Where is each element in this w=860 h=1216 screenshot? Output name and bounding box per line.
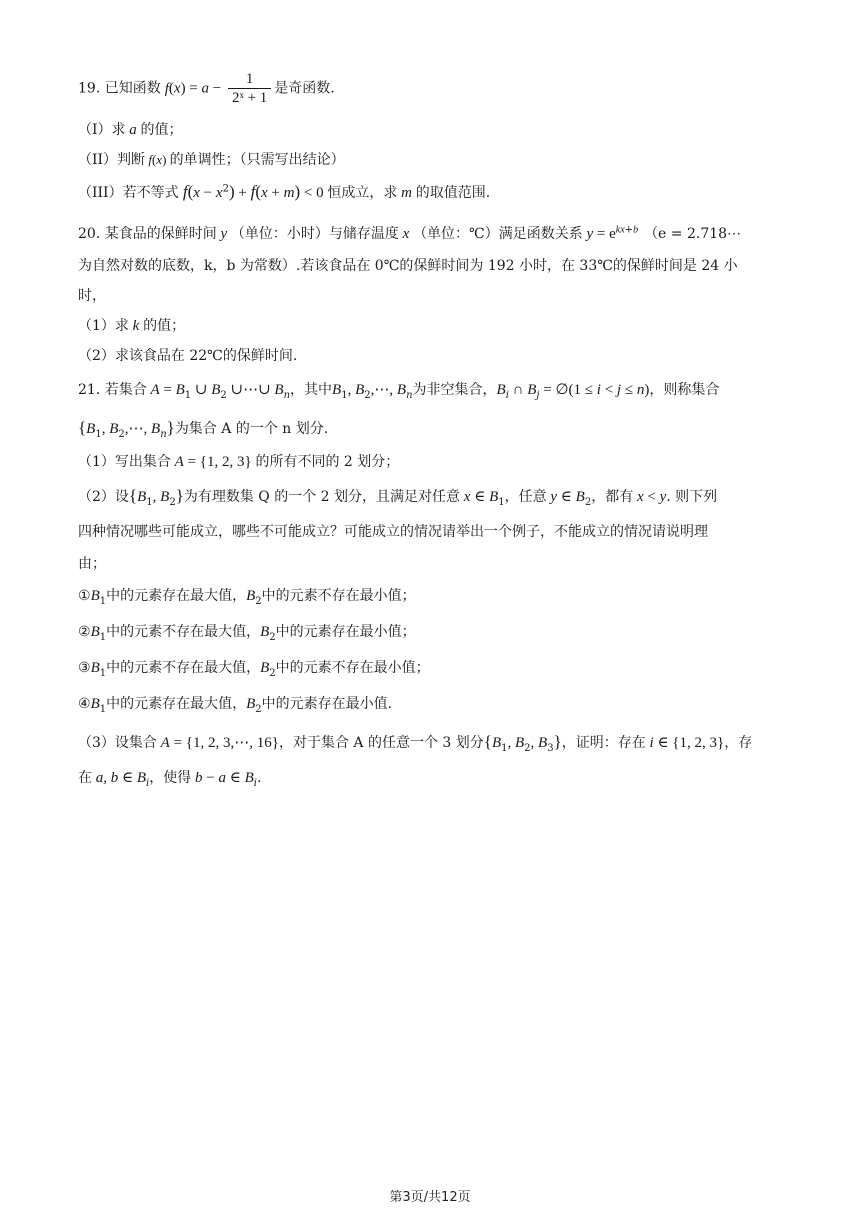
q21-case3: $③B_1$中的元素不存在最大值，$B_2$中的元素不存在最小值； xyxy=(78,660,430,679)
q19-part1: （I）求 a 的值； xyxy=(78,122,183,138)
q19-part3: （III）若不等式 $f(x - x^2) + f(x + m) < 0$ 恒成立，求 m 的取值范围. xyxy=(78,182,491,201)
q20-part2: （2）求该食品在 22℃的保鲜时间. xyxy=(78,348,298,364)
q19-part2: （II）判断 f(x) 的单调性；（只需写出结论） xyxy=(78,152,345,168)
q19-statement: 19. 已知函数 f(x) = a − $\frac{1}{\text{2ˣ + 1}}$ 是奇函数. xyxy=(78,71,335,106)
q20-line3: 时， xyxy=(78,288,106,304)
q21-case4: $④B_1$中的元素存在最大值，$B_2$中的元素存在最小值. xyxy=(78,696,393,715)
q21-part1: （1）写出集合 A = {1, 2, 3} 的所有不同的 2 划分； xyxy=(78,454,400,470)
q20-line1: 20. 某食品的保鲜时间 y （单位：小时）与储存温度 x （单位：℃）满足函数关系 $y = e^{kx+b}$ （e = 2.718⋯ xyxy=(78,224,742,242)
q21-line2: {$B_1$, $B_2,\cdots$, $B_n$}为集合 A 的一个 n 划分. xyxy=(78,418,329,440)
q21-case1: $①B_1$中的元素存在最大值，$B_2$中的元素不存在最小值； xyxy=(78,588,416,607)
q20-line2: 为自然对数的底数，k，b 为常数）.若该食品在 0℃的保鲜时间为 192 小时，在 33℃的保鲜时间是 24 小 xyxy=(78,258,738,274)
q21-case2: $②B_1$中的元素不存在最大值，$B_2$中的元素存在最小值； xyxy=(78,624,416,643)
q21-part2-line1: （2）设{$B_1$, $B_2$}为有理数集 Q 的一个 2 划分，且满足对任意 x ∈ $B_1$，任意 y ∈ $B_2$，都有 x < y. 则下列 xyxy=(78,486,718,508)
page-number: 第3页/共12页 xyxy=(389,1190,471,1205)
q21-line1: 21. 若集合 $A = B_1$ ∪ $B_2$ ∪⋯∪ $B_n$，其中$B_1$, $B_2,\cdots$, $B_n$为非空集合，$B_i$ ∩ $B_j$ = ∅(1 ≤ i < j ≤ n)，则称集合 xyxy=(78,382,720,401)
q21-part2-line2: 四种情况哪些可能成立，哪些不可能成立？可能成立的情况请举出一个例子，不能成立的情况请说明理 xyxy=(78,524,708,540)
q21-part2-line3: 由； xyxy=(78,556,106,572)
fraction: $\frac{1}{\text{2ˣ + 1}}$ xyxy=(228,70,271,107)
q21-part3-line2: 在 a, b ∈ $B_i$，使得 b − a ∈ $B_i$. xyxy=(78,770,262,789)
q20-part1: （1）求 k 的值； xyxy=(78,318,186,334)
q21-part3-line1: （3）设集合 A = {1, 2, 3,⋯, 16}，对于集合 A 的任意一个 3 划分{$B_1$, $B_2$, $B_3$}，证明：存在 i ∈ {1, 2, 3}，存 xyxy=(78,732,753,754)
